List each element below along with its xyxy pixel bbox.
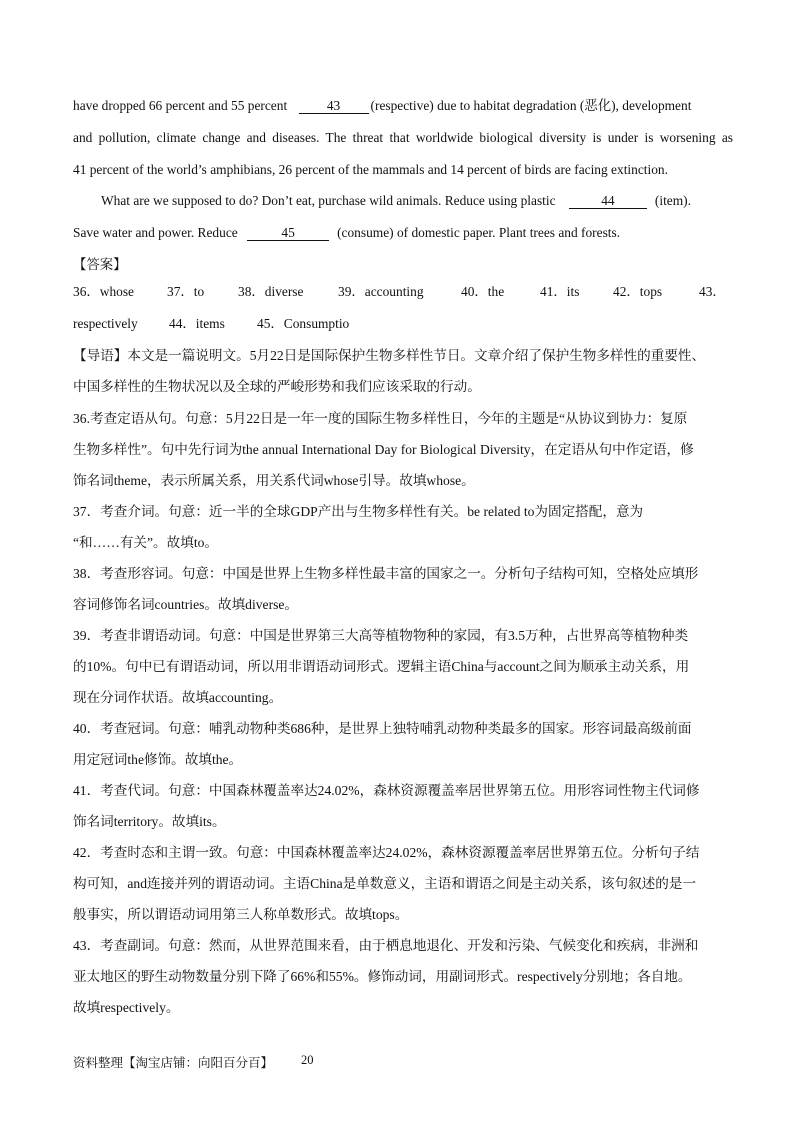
guide-line-1: 【导语】本文是一篇说明文。5月22日是国际保护生物多样性节日。文章介绍了保护生物多样性的重要性、	[73, 348, 706, 363]
answer-39: 39．accounting	[338, 284, 424, 299]
explanation-36-line-1: 36.考查定语从句。句意：5月22日是一年一度的国际生物多样性日，今年的主题是“从协议到协力：复原	[73, 411, 688, 426]
answer-42: 42．tops	[613, 284, 663, 299]
answer-36: 36．whose	[73, 284, 134, 299]
explanation-38-line-1: 38．考查形容词。句意：中国是世界上生物多样性最丰富的国家之一。分析句子结构可知，空格处应填形	[73, 566, 699, 581]
explanation-37-line-1: 37．考查介词。句意：近一半的全球GDP产出与生物多样性有关。be related to为固定搭配，意为	[73, 504, 644, 519]
blank-45: 45	[247, 225, 329, 241]
answer-41: 41．its	[540, 284, 580, 299]
page-footer	[73, 1053, 314, 1071]
footer-source: 资料整理【淘宝店铺：向阳百分百】	[73, 1056, 274, 1070]
explanation-41-line-2: 饰名词territory。故填its。	[73, 814, 226, 829]
passage-line-4	[101, 192, 733, 210]
passage-line-2: and pollution, climate change and diseases. The threat that worldwide biological diversity is under is worsening as	[73, 130, 733, 145]
answer-43: respectively	[73, 316, 138, 331]
passage-text: Save water and power. Reduce	[73, 225, 238, 240]
explanation-42-line-1: 42．考查时态和主谓一致。句意：中国森林覆盖率达24.02%，森林资源覆盖率居世界第五位。分析句子结	[73, 845, 700, 860]
answer-40: 40．the	[461, 284, 505, 299]
passage-text: (respective) due to habitat degradation (恶化), development	[370, 98, 692, 113]
explanation-40-line-1: 40．考查冠词。句意：哺乳动物种类686种，是世界上独特哺乳动物种类最多的国家。形容词最高级前面	[73, 721, 692, 736]
answer-row-2	[73, 315, 733, 333]
explanation-37-line-2: “和……有关”。故填to。	[73, 535, 218, 550]
explanation-39-line-2: 的10%。句中已有谓语动词，所以用非谓语动词形式。逻辑主语China与account之间为顺承主动关系，用	[73, 659, 690, 674]
passage-line-1	[73, 97, 733, 115]
blank-43: 43	[299, 98, 369, 114]
page-number: 20	[301, 1053, 314, 1067]
answer-43-number: 43．	[699, 284, 726, 299]
explanation-36-line-3: 饰名词theme，表示所属关系，用关系代词whose引导。故填whose。	[73, 473, 475, 488]
passage-line-5	[73, 224, 733, 242]
explanation-41-line-1: 41．考查代词。句意：中国森林覆盖率达24.02%，森林资源覆盖率居世界第五位。用形容词性物主代词修	[73, 783, 700, 798]
explanation-42-line-2: 构可知，and连接并列的谓语动词。主语China是单数意义，主语和谓语之间是主动关系，该句叙述的是一	[73, 876, 697, 891]
answer-heading: 【答案】	[73, 257, 127, 272]
explanation-43-line-3: 故填respectively。	[73, 1000, 180, 1015]
explanation-36-line-2: 生物多样性”。句中先行词为the annual International Day for Biological Diversity，在定语从句中作定语，修	[73, 442, 694, 457]
explanation-42-line-3: 般事实，所以谓语动词用第三人称单数形式。故填tops。	[73, 907, 409, 922]
answer-row-1	[73, 283, 733, 301]
explanation-39-line-1: 39．考查非谓语动词。句意：中国是世界第三大高等植物物种的家园，有3.5万种，占世界高等植物种类	[73, 628, 689, 643]
blank-44: 44	[569, 193, 647, 209]
passage-text: have dropped 66 percent and 55 percent	[73, 98, 288, 113]
passage-text: (item).	[654, 193, 691, 208]
guide-line-2: 中国多样性的生物状况以及全球的严峻形势和我们应该采取的行动。	[73, 379, 481, 394]
explanation-40-line-2: 用定冠词the修饰。故填the。	[73, 752, 243, 767]
passage-text: What are we supposed to do? Don’t eat, purchase wild animals. Reduce using plastic	[101, 193, 556, 208]
explanation-38-line-2: 容词修饰名词countries。故填diverse。	[73, 597, 299, 612]
explanation-43-line-2: 亚太地区的野生动物数量分别下降了66%和55%。修饰动词，用副词形式。respectively分别地；各自地。	[73, 969, 692, 984]
answer-44: 44．items	[169, 316, 225, 331]
explanation-39-line-3: 现在分词作状语。故填accounting。	[73, 690, 283, 705]
explanation-43-line-1: 43．考查副词。句意：然而，从世界范围来看，由于栖息地退化、开发和污染、气候变化和疾病，非洲和	[73, 938, 699, 953]
passage-text: (consume) of domestic paper. Plant trees and forests.	[337, 225, 621, 240]
passage-line-3: 41 percent of the world’s amphibians, 26 percent of the mammals and 14 percent of birds are facing extinction.	[73, 162, 668, 177]
answer-38: 38．diverse	[238, 284, 304, 299]
answer-45: 45．Consumptio	[257, 316, 350, 331]
answer-37: 37．to	[167, 284, 205, 299]
